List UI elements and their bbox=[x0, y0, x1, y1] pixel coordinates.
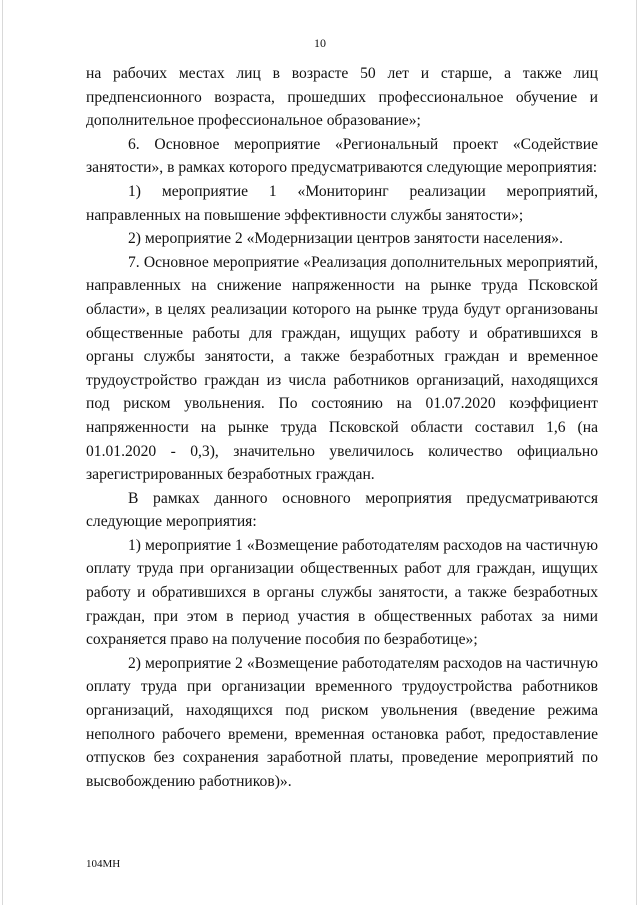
paragraph-2: 6. Основное мероприятие «Региональный проект «Содействие занятости», в рамках которого предусматриваются следующие мероприятия: bbox=[86, 135, 598, 177]
document-body bbox=[86, 62, 598, 793]
paragraph-8: 2) мероприятие 2 «Возмещение работодателям расходов на частичную оплату труда при организации временного трудоустройства работников организаций, находящихся под риском увольнения (введение режима неполного рабочего времени, временная остановка работ, предоставление отпусков без сохранения заработной платы, проведение мероприятий по высвобождению работников)». bbox=[86, 654, 598, 790]
scan-edge-left bbox=[2, 0, 3, 905]
scan-edge-right bbox=[636, 0, 637, 905]
paragraph-7: 1) мероприятие 1 «Возмещение работодателям расходов на частичную оплату труда при организации общественных работ для граждан, ищущих работу и обратившихся в органы службы занятости, а также безработных граждан, при этом в период участия в общественных работах за ними сохраняется право на получение пособия по безработице»; bbox=[86, 536, 598, 649]
paragraph-1: на рабочих местах лиц в возрасте 50 лет и старше, а также лиц предпенсионного возраста, прошедших профессиональное обучение и дополнительное профессиональное образование»; bbox=[86, 65, 598, 130]
page-number: 10 bbox=[314, 36, 326, 50]
paragraph-5: 7. Основное мероприятие «Реализация дополнительных мероприятий, направленных на снижение напряженности на рынке труда Псковской области», в целях реализации которого на рынке труда будут организованы общественные работы для граждан, ищущих работу и обратившихся в органы службы занятости, а также безработных граждан и временное трудоустройство граждан из числа работников организаций, находящихся под риском увольнения. По состоянию на 01.07.2020 коэффициент напряженности на рынке труда Псковской области составил 1,6 (на 01.01.2020 - 0,3), значительно увеличилось количество официально зарегистрированных безработных граждан. bbox=[86, 253, 598, 484]
paragraph-3: 1) мероприятие 1 «Мониторинг реализации мероприятий, направленных на повышение эффективности службы занятости»; bbox=[86, 182, 598, 224]
paragraph-4: 2) мероприятие 2 «Модернизации центров занятости населения». bbox=[128, 230, 563, 248]
paragraph-6: В рамках данного основного мероприятия предусматриваются следующие мероприятия: bbox=[86, 489, 598, 531]
footer-code: 104МН bbox=[86, 858, 121, 870]
